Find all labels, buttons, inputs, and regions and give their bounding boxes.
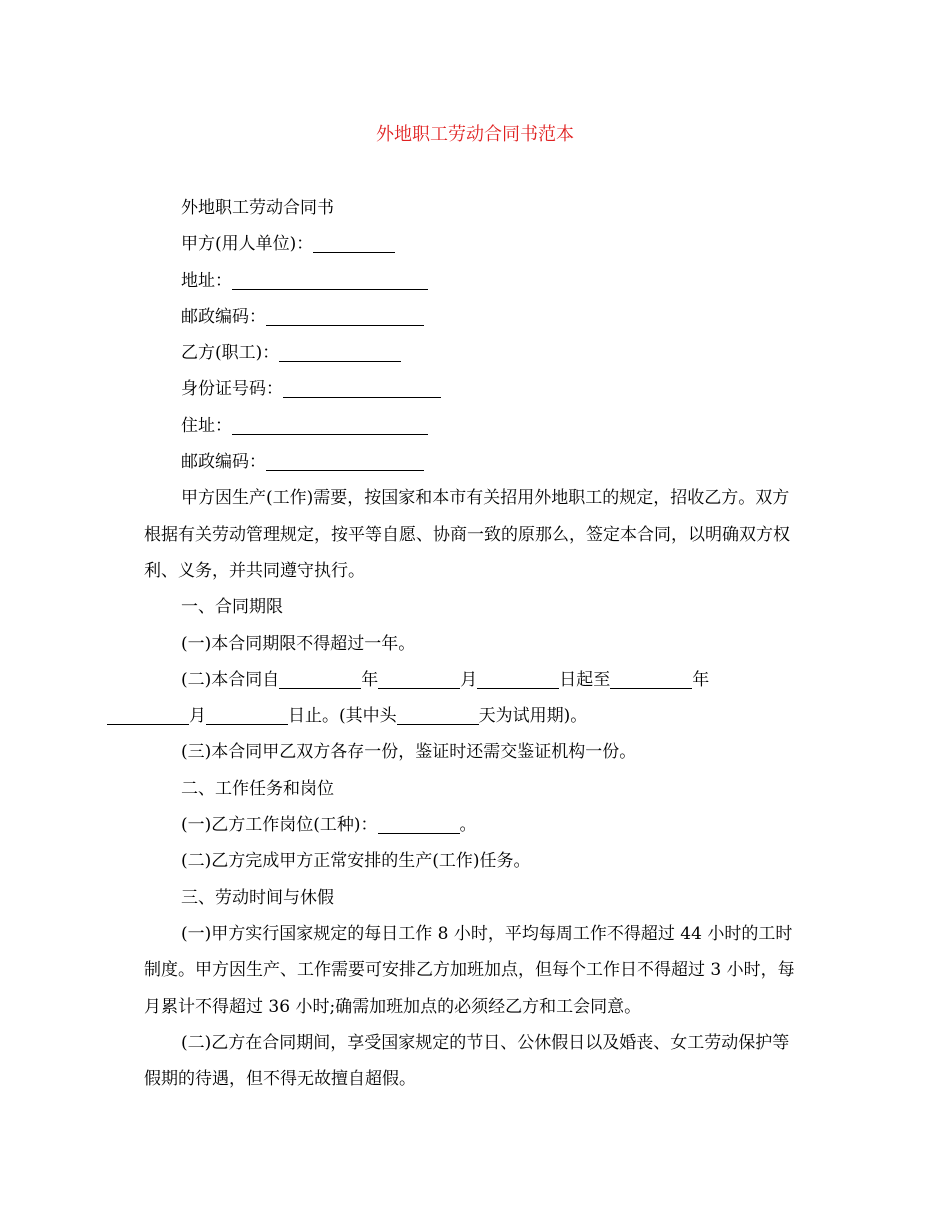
party-b-label: 乙方(职工)：	[181, 343, 280, 364]
document-body	[144, 190, 804, 1097]
postcode-b-field	[144, 444, 804, 480]
address-b-blank	[232, 414, 428, 435]
start-day-blank	[477, 668, 559, 689]
section-1-item-2	[144, 662, 804, 735]
postcode-a-blank	[266, 305, 424, 326]
section-3-item-2: (二)乙方在合同期间，享受国家规定的节日、公休假日以及婚丧、女工劳动保护等假期的待遇，但不得无故擅自超假。	[144, 1032, 790, 1090]
job-position-end: 。	[459, 815, 477, 836]
trial-days-blank	[397, 704, 479, 725]
address-b-label: 住址：	[181, 415, 232, 436]
section-3-heading: 三、劳动时间与休假	[181, 887, 334, 908]
id-number-label: 身份证号码：	[181, 379, 283, 400]
id-number-field	[144, 371, 804, 407]
section-2-item-1	[144, 807, 804, 843]
address-a-blank	[232, 269, 428, 290]
start-month-label: 月	[460, 669, 478, 690]
section-1-item-1: (一)本合同期限不得超过一年。	[181, 633, 416, 654]
postcode-b-blank	[266, 450, 424, 471]
start-day-label: 日起至	[559, 669, 611, 690]
job-position-label: (一)乙方工作岗位(工种)：	[181, 815, 378, 836]
id-number-blank	[283, 377, 441, 398]
postcode-b-label: 邮政编码：	[181, 452, 266, 473]
party-b-field	[144, 335, 804, 371]
address-a-field	[144, 263, 804, 299]
party-a-label: 甲方(用人单位)：	[181, 234, 314, 255]
section-2-heading: 二、工作任务和岗位	[181, 778, 334, 799]
job-position-blank	[378, 813, 460, 834]
section-1-item-3: (三)本合同甲乙双方各存一份，鉴证时还需交鉴证机构一份。	[181, 742, 637, 763]
end-month-blank	[107, 704, 189, 725]
term-start-label: (二)本合同自	[181, 669, 280, 690]
contract-subtitle: 外地职工劳动合同书	[181, 198, 334, 218]
end-month-label: 月	[189, 706, 206, 727]
end-year-blank	[610, 668, 692, 689]
party-a-field	[144, 226, 804, 262]
intro-paragraph: 甲方因生产(工作)需要，按国家和本市有关招用外地职工的规定，招收乙方。双方根据有关劳动管理规定，按平等自愿、协商一致的原那么，签定本合同，以明确双方权利、义务，并共同遵守执行。	[144, 488, 790, 581]
start-year-blank	[279, 668, 361, 689]
party-a-blank	[313, 232, 395, 253]
trial-period-label: 天为试用期)。	[478, 706, 588, 727]
section-1-heading: 一、合同期限	[181, 597, 283, 618]
end-day-blank	[206, 704, 288, 725]
end-year-label: 年	[692, 669, 710, 690]
end-day-label: 日止。(其中头	[288, 706, 397, 727]
document-title: 外地职工劳动合同书范本	[376, 124, 574, 145]
start-year-label: 年	[361, 669, 379, 690]
address-a-label: 地址：	[181, 270, 232, 291]
address-b-field	[144, 408, 804, 444]
postcode-a-field	[144, 299, 804, 335]
section-3-item-1: (一)甲方实行国家规定的每日工作 8 小时，平均每周工作不得超过 44 小时的工时制度。甲方因生产、工作需要可安排乙方加班加点，但每个工作日不得超过 3 小时，每月累计不得超过 36 小时;确需加班加点的必须经乙方和工会同意。	[144, 923, 795, 1017]
section-2-item-2: (二)乙方完成甲方正常安排的生产(工作)任务。	[181, 851, 531, 872]
start-month-blank	[378, 668, 460, 689]
party-b-blank	[279, 341, 401, 362]
postcode-a-label: 邮政编码：	[181, 306, 266, 327]
